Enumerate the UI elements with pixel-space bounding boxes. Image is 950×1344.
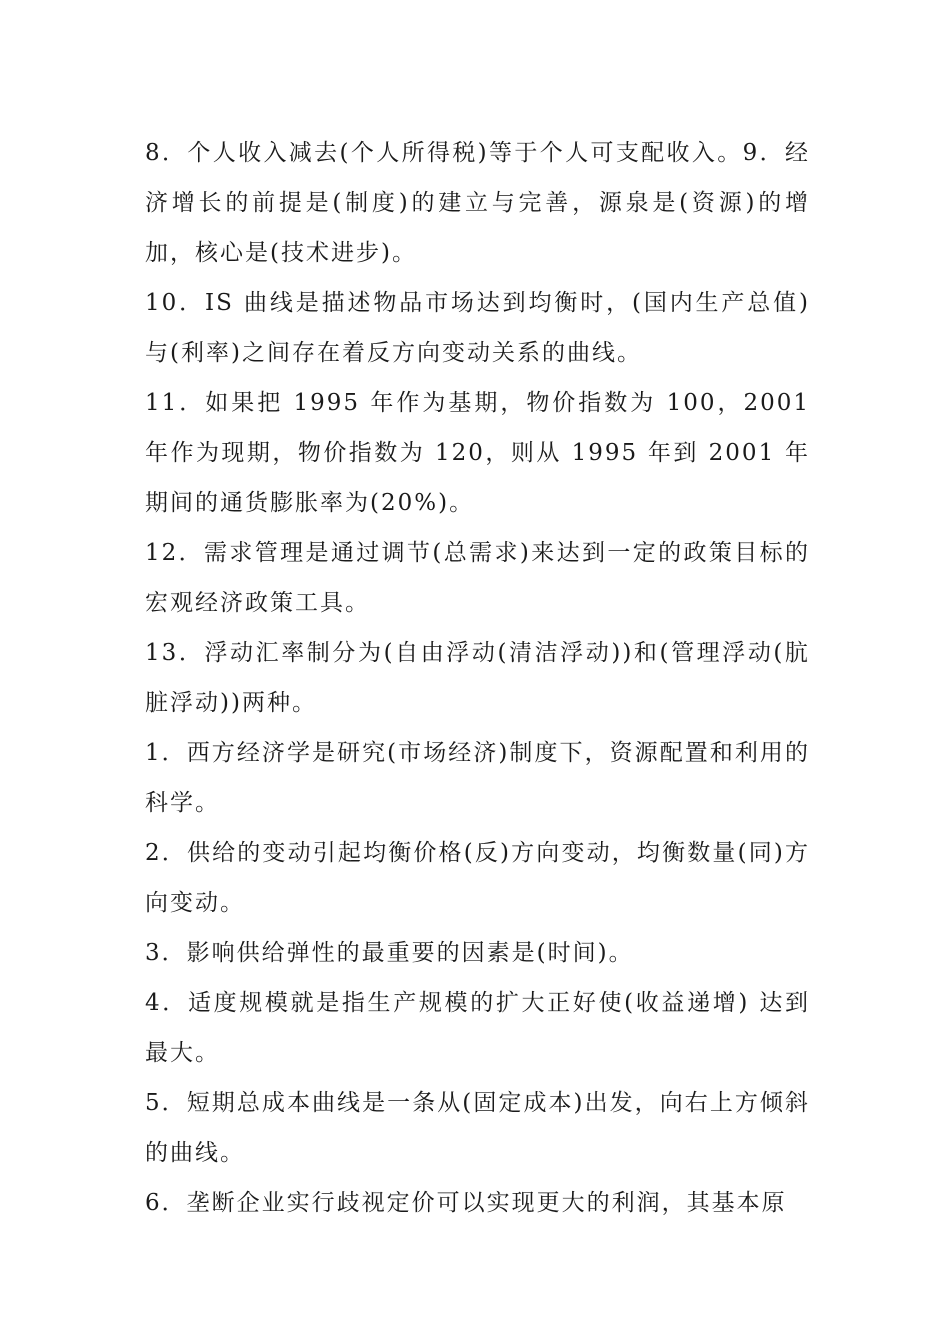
- paragraph-3: 3．影响供给弹性的最重要的因素是(时间)。: [145, 940, 634, 966]
- paragraph-13: 13．浮动汇率制分为(自由浮动(清洁浮动))和(管理浮动(肮脏浮动))两种。: [145, 640, 810, 716]
- paragraph-1: 1．西方经济学是研究(市场经济)制度下，资源配置和利用的科学。: [145, 740, 810, 816]
- paragraph-4: 4．适度规模就是指生产规模的扩大正好使(收益递增) 达到最大。: [145, 990, 810, 1066]
- paragraph-10: 10．IS 曲线是描述物品市场达到均衡时，(国内生产总值)与(利率)之间存在着反方向变动关系的曲线。: [145, 290, 810, 366]
- document-body: [145, 128, 810, 1228]
- paragraph-12: 12．需求管理是通过调节(总需求)来达到一定的政策目标的宏观经济政策工具。: [145, 540, 810, 616]
- paragraph-8-9: 8．个人收入减去(个人所得税)等于个人可支配收入。9．经济增长的前提是(制度)的建立与完善，源泉是(资源)的增加，核心是(技术进步)。: [145, 140, 810, 266]
- paragraph-2: 2．供给的变动引起均衡价格(反)方向变动，均衡数量(同)方向变动。: [145, 840, 810, 916]
- paragraph-11: 11．如果把 1995 年作为基期，物价指数为 100，2001 年作为现期，物价指数为 120，则从 1995 年到 2001 年期间的通货膨胀率为(20%)。: [145, 390, 810, 516]
- paragraph-6: 6．垄断企业实行歧视定价可以实现更大的利润，其基本原: [145, 1190, 787, 1216]
- paragraph-5: 5．短期总成本曲线是一条从(固定成本)出发，向右上方倾斜的曲线。: [145, 1090, 810, 1166]
